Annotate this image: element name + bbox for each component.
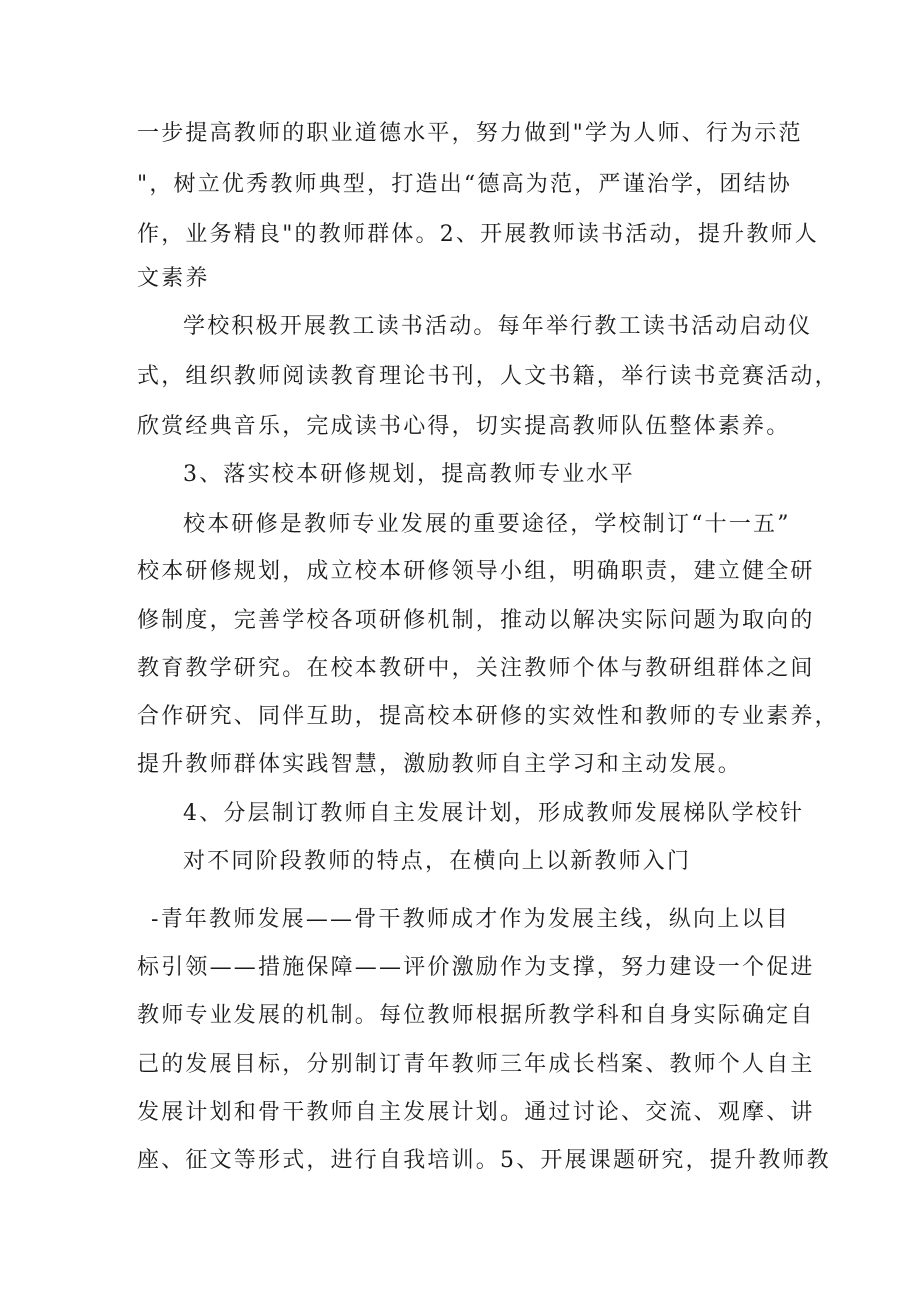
text-line-7: 欣赏经典音乐，完成读书心得，切实提高教师队伍整体素养。 (137, 414, 791, 439)
text-line-17: -青年教师发展——骨干教师成才作为发展主线，纵向上以目 (151, 907, 790, 932)
text-line-2: "，树立优秀教师典型，打造出“德高为范，严谨治学，团结协 (137, 172, 792, 197)
text-line-6: 式，组织教师阅读教育理论书刊，人文书籍，举行读书竞赛活动， (137, 364, 839, 389)
text-line-16: 对不同阶段教师的特点，在横向上以新教师入门 (183, 849, 692, 874)
text-line-21: 发展计划和骨干教师自主发展计划。通过讨论、交流、观摩、讲 (137, 1100, 815, 1125)
text-line-11: 修制度，完善学校各项研修机制，推动以解决实际问题为取向的 (137, 608, 815, 633)
section-heading-3: 3、落实校本研修规划，提高教师专业水平 (183, 462, 635, 487)
text-line-9: 校本研修是教师专业发展的重要途径，学校制订“十一五” (183, 512, 791, 537)
text-line-18: 标引领——措施保障——评价激励作为支撑，努力建设一个促进 (137, 955, 815, 980)
text-line-1: 一步提高教师的职业道德水平，努力做到"学为人师、行为示范 (137, 121, 803, 146)
text-line-12: 教育教学研究。在校本教研中，关注教师个体与教研组群体之间 (137, 656, 815, 681)
text-line-10: 校本研修规划，成立校本研修领导小组，明确职责，建立健全研 (137, 559, 815, 584)
text-line-22: 座、征文等形式，进行自我培训。5、开展课题研究，提升教师教 (137, 1148, 831, 1173)
text-line-13: 合作研究、同伴互助，提高校本研修的实效性和教师的专业素养， (137, 704, 839, 729)
text-line-19: 教师专业发展的机制。每位教师根据所教学科和自身实际确定自 (137, 1003, 815, 1028)
text-line-20: 己的发展目标，分别制订青年教师三年成长档案、教师个人自主 (137, 1052, 815, 1077)
text-line-14: 提升教师群体实践智慧，激励教师自主学习和主动发展。 (137, 752, 743, 777)
text-line-4: 文素养 (137, 266, 210, 291)
text-line-5: 学校积极开展教工读书活动。每年举行教工读书活动启动仪 (183, 314, 813, 339)
text-line-3: 作，业务精良"的教师群体。2、开展教师读书活动，提升教师人 (137, 222, 819, 247)
section-heading-4: 4、分层制订教师自主发展计划，形成教师发展梯队学校针 (183, 801, 805, 826)
